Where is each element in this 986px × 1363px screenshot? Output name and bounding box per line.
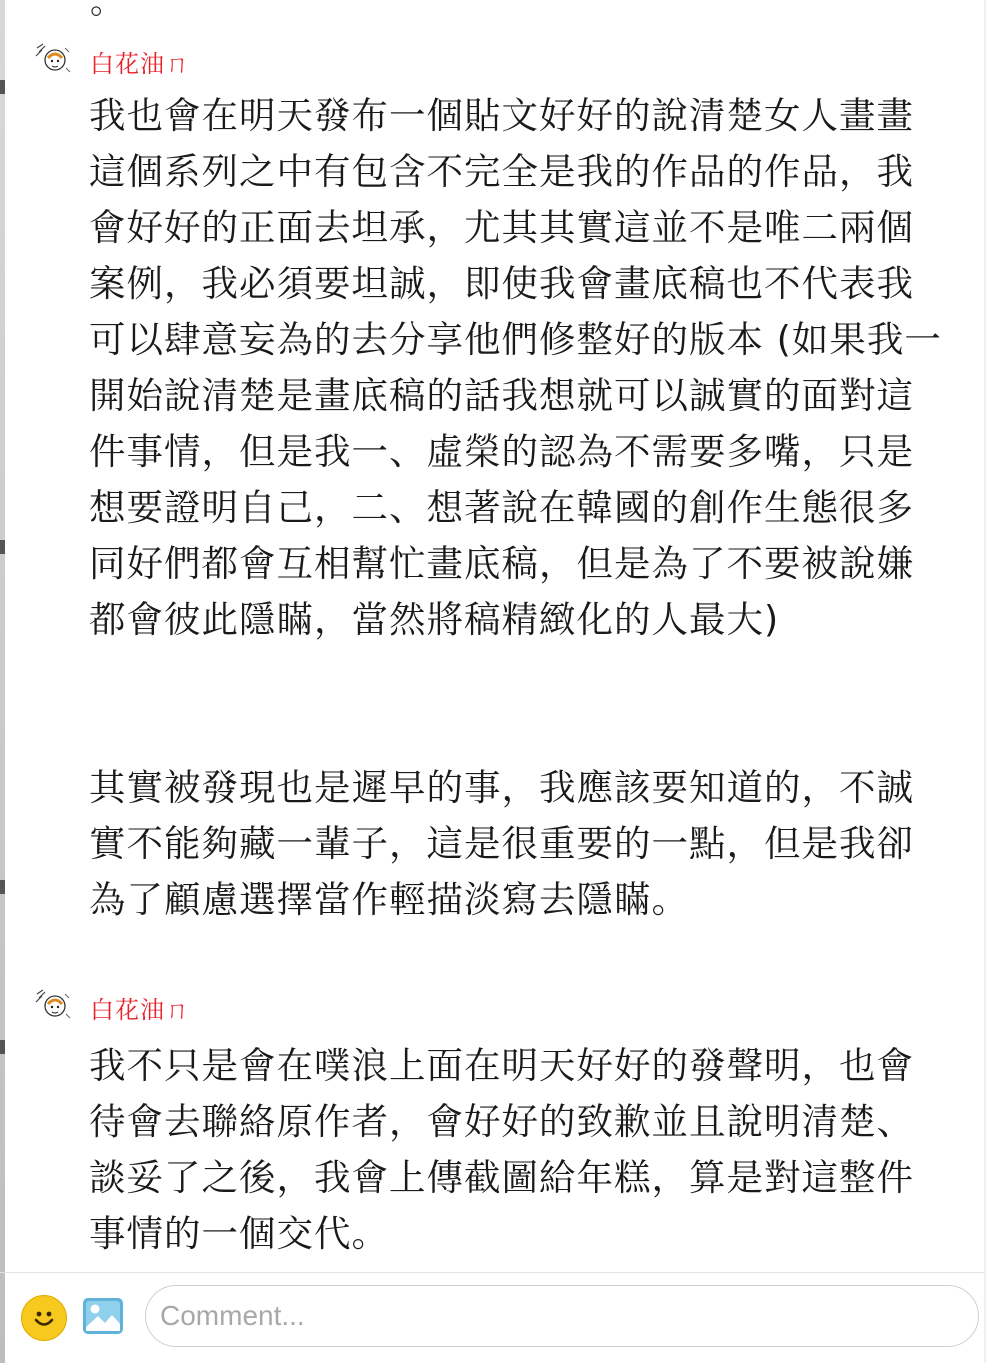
- comment-text: 我不只是會在噗浪上面在明天好好的發聲明，也會待會去聯絡原作者，會好好的致歉並且說明清楚、談妥了之後，我會上傳截圖給年糕，算是對這整件事情的一個交代。: [89, 1044, 914, 1255]
- emoji-button[interactable]: [21, 1295, 67, 1341]
- avatar[interactable]: [33, 42, 71, 76]
- sketch-avatar-icon: [33, 42, 71, 76]
- avatar[interactable]: [33, 988, 71, 1022]
- comment-author[interactable]: 白花油ㄇ: [90, 996, 190, 1024]
- image-icon: [82, 1297, 124, 1335]
- sketch-avatar-icon: [33, 988, 71, 1022]
- comment-thread[interactable]: [5, 0, 986, 1270]
- comment-composer: [5, 1273, 986, 1363]
- comment-input[interactable]: [145, 1285, 979, 1347]
- comment-author[interactable]: 白花油ㄇ: [90, 50, 190, 78]
- image-upload-button[interactable]: [82, 1297, 124, 1335]
- smiley-icon: [29, 1303, 59, 1333]
- comment-text: 我也會在明天發布一個貼文好好的說清楚女人畫畫這個系列之中有包含不完全是我的作品的作品，我會好好的正面去坦承，尤其其實這並不是唯二兩個案例，我必須要坦誠，即使我會畫底稿也不代表我可以肆意妄為的去分享他們修整好的版本 (如果我一開始說清楚是畫底稿的話我想就可以誠實的面對這件事情，但是我一、虛榮的認為不需要多嘴，只是想要證明自己，二、想著說在韓國的創作生態很多同好們都會互相幫忙畫底稿，但是為了不要被說嫌都會彼此隱瞞，當然將稿精緻化的人最大) 其實被發現也是遲早的事，我應該要知道的，不誠實不能夠藏一輩子，這是很重要的一點，但是我卻為了顧慮選擇當作輕描淡寫去隱瞞。: [89, 94, 942, 921]
- cut-off-text: 。: [90, 0, 125, 22]
